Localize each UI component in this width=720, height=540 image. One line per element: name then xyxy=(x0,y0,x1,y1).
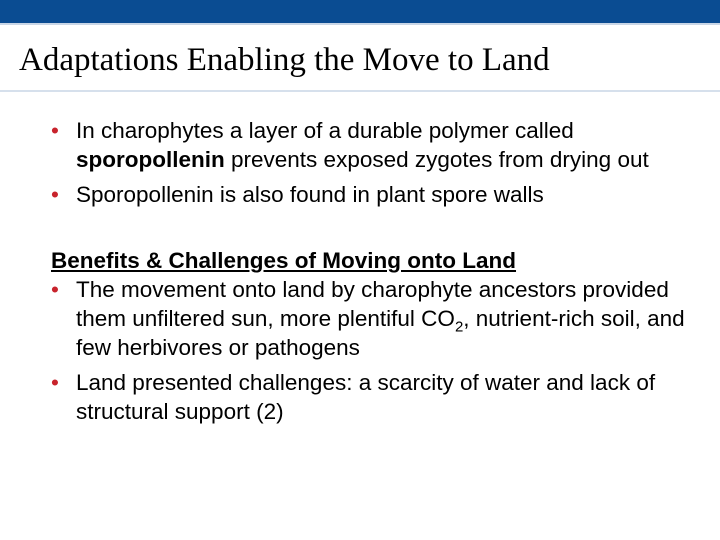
slide-title: Adaptations Enabling the Move to Land xyxy=(19,42,550,78)
bullet-item-3 xyxy=(51,275,716,362)
title-divider xyxy=(0,90,720,92)
bullet-marker: • xyxy=(51,370,59,395)
top-bar-rule xyxy=(0,23,720,25)
bullet-item-2 xyxy=(51,180,716,209)
term-sporopollenin: sporopollenin xyxy=(76,147,225,172)
bullet-text: The movement onto land by charophyte ancestors provided them unfiltered sun, more plentiful CO xyxy=(76,277,669,331)
bullet-text-cont: prevents exposed zygotes from drying out xyxy=(224,147,649,172)
subscript-2: 2 xyxy=(454,318,464,336)
section-heading: Benefits & Challenges of Moving onto Land xyxy=(51,248,517,273)
bullet-marker: • xyxy=(51,118,59,143)
bullet-marker: • xyxy=(51,182,59,207)
bullet-item-1 xyxy=(51,116,716,174)
bullet-text: Land presented challenges: a scarcity of water and lack of structural support (2) xyxy=(76,370,656,424)
slide-top-bar xyxy=(0,0,720,23)
slide-body xyxy=(51,116,716,432)
bullet-text: Sporopollenin is also found in plant spore walls xyxy=(76,182,544,207)
bullet-text-cont: , nutrient-rich soil, and few herbivores or pathogens xyxy=(76,306,685,360)
bullet-marker: • xyxy=(51,277,59,302)
bullet-text: In charophytes a layer of a durable polymer called xyxy=(76,118,574,143)
bullet-item-4 xyxy=(51,368,716,426)
